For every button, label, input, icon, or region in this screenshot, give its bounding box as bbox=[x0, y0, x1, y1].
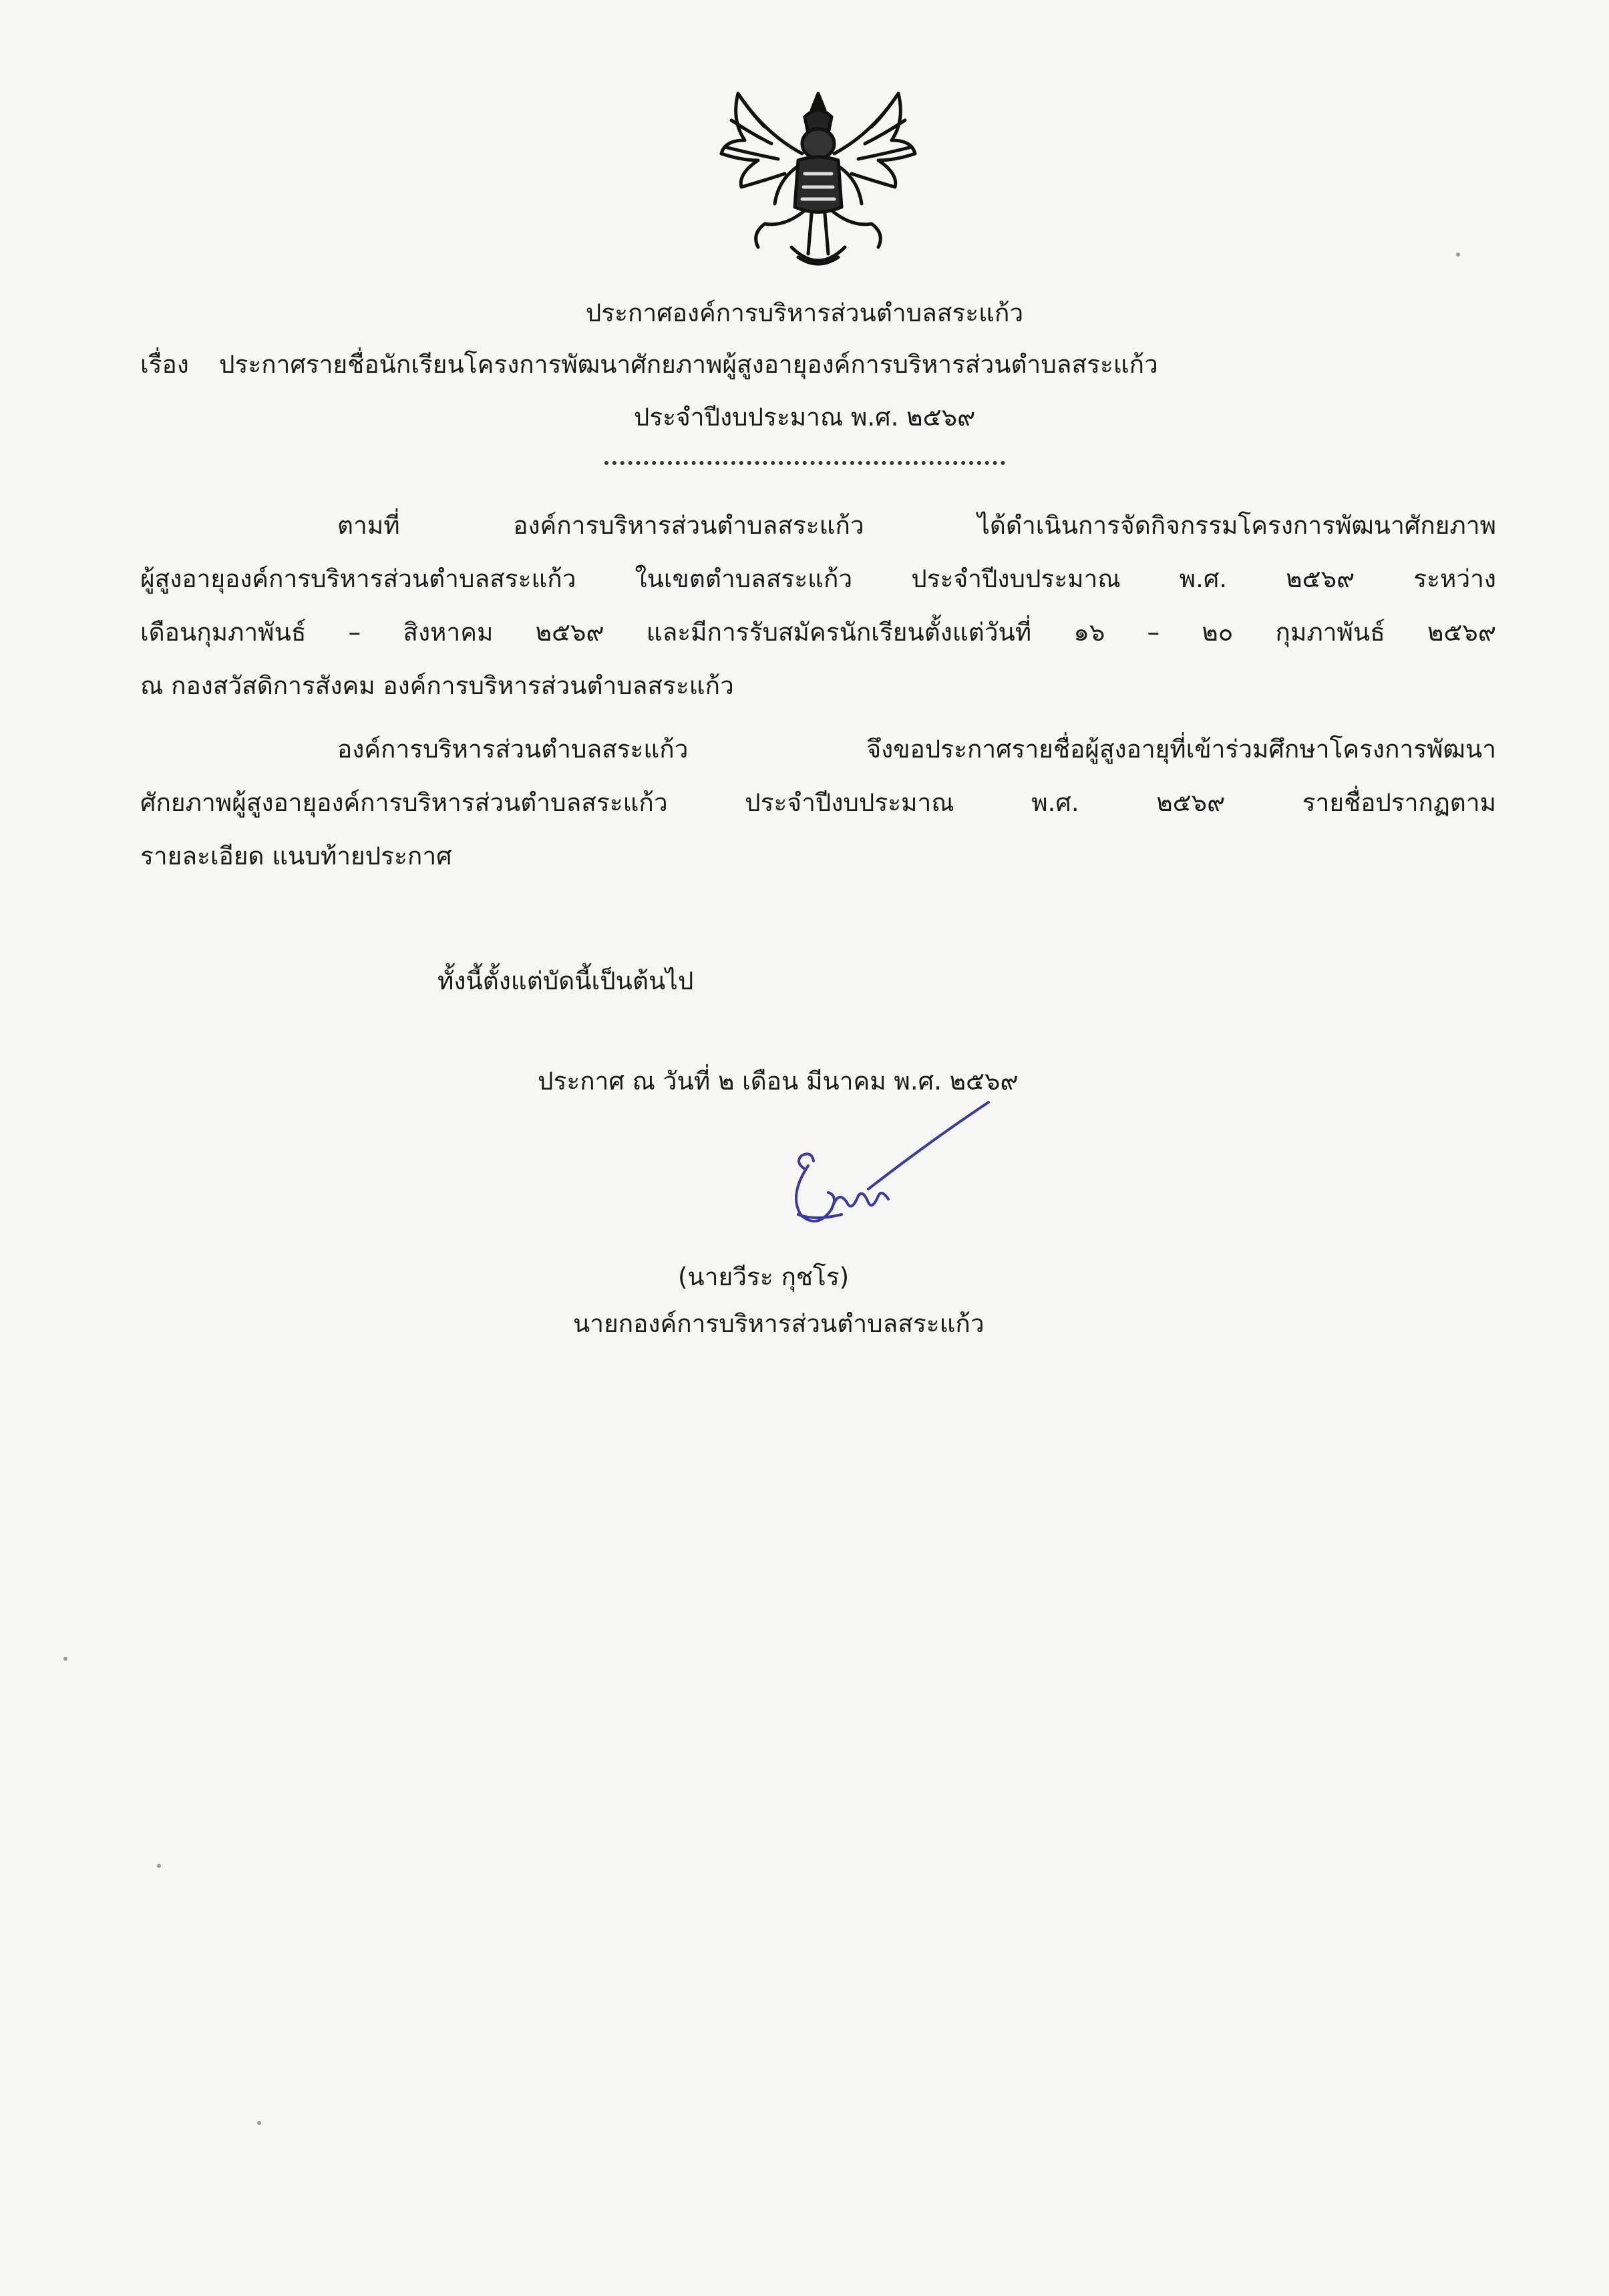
scan-speck bbox=[63, 1657, 67, 1661]
paragraph-1-line-1: ตามที่ องค์การบริหารส่วนตำบลสระแก้ว ได้ดำเนินการจัดกิจกรรมโครงการพัฒนาศักยภาพ bbox=[337, 511, 1496, 540]
signer-title: นายกองค์การบริหารส่วนตำบลสระแก้ว bbox=[573, 1309, 985, 1338]
fiscal-year-line: ประจำปีงบประมาณ พ.ศ. ๒๕๖๙ bbox=[633, 403, 976, 432]
subject-text: ประกาศรายชื่อนักเรียนโครงการพัฒนาศักยภาพผู้สูงอายุองค์การบริหารส่วนตำบลสระแก้ว bbox=[219, 350, 1158, 379]
issuer-heading: ประกาศองค์การบริหารส่วนตำบลสระแก้ว bbox=[585, 299, 1024, 327]
paragraph-1-line-2: ผู้สูงอายุองค์การบริหารส่วนตำบลสระแก้ว ในเขตตำบลสระแก้ว ประจำปีงบประมาณ พ.ศ. ๒๕๖๙ ระหว่าง bbox=[140, 564, 1496, 593]
scan-speck bbox=[157, 1864, 161, 1868]
scan-speck bbox=[257, 2121, 261, 2125]
subject-label: เรื่อง bbox=[140, 350, 189, 379]
dotted-separator bbox=[604, 461, 1005, 469]
signer-name: (นายวีระ กุชโร) bbox=[678, 1263, 850, 1291]
announcement-date: ประกาศ ณ วันที่ ๒ เดือน มีนาคม พ.ศ. ๒๕๖๙ bbox=[538, 1067, 1019, 1096]
paragraph-2-line-2: ศักยภาพผู้สูงอายุองค์การบริหารส่วนตำบลสระแก้ว ประจำปีงบประมาณ พ.ศ. ๒๕๖๙ รายชื่อปรากฏตาม bbox=[140, 788, 1496, 817]
effective-statement: ทั้งนี้ตั้งแต่บัดนี้เป็นต้นไป bbox=[437, 967, 694, 995]
paragraph-2-line-3: รายละเอียด แนบท้ายประกาศ bbox=[140, 842, 452, 870]
paragraph-1-line-4: ณ กองสวัสดิการสังคม องค์การบริหารส่วนตำบลสระแก้ว bbox=[140, 671, 734, 700]
signature-icon bbox=[768, 1096, 995, 1249]
paragraph-1-line-3: เดือนกุมภาพันธ์ – สิงหาคม ๒๕๖๙ และมีการรับสมัครนักเรียนตั้งแต่วันที่ ๑๖ – ๒๐ กุมภาพันธ์ ๒๕๖๙ bbox=[140, 618, 1496, 647]
garuda-emblem-icon bbox=[711, 80, 925, 281]
scan-speck bbox=[1456, 253, 1460, 257]
paragraph-2-line-1: องค์การบริหารส่วนตำบลสระแก้ว จึงขอประกาศรายชื่อผู้สูงอายุที่เข้าร่วมศึกษาโครงการพัฒนา bbox=[337, 735, 1496, 764]
